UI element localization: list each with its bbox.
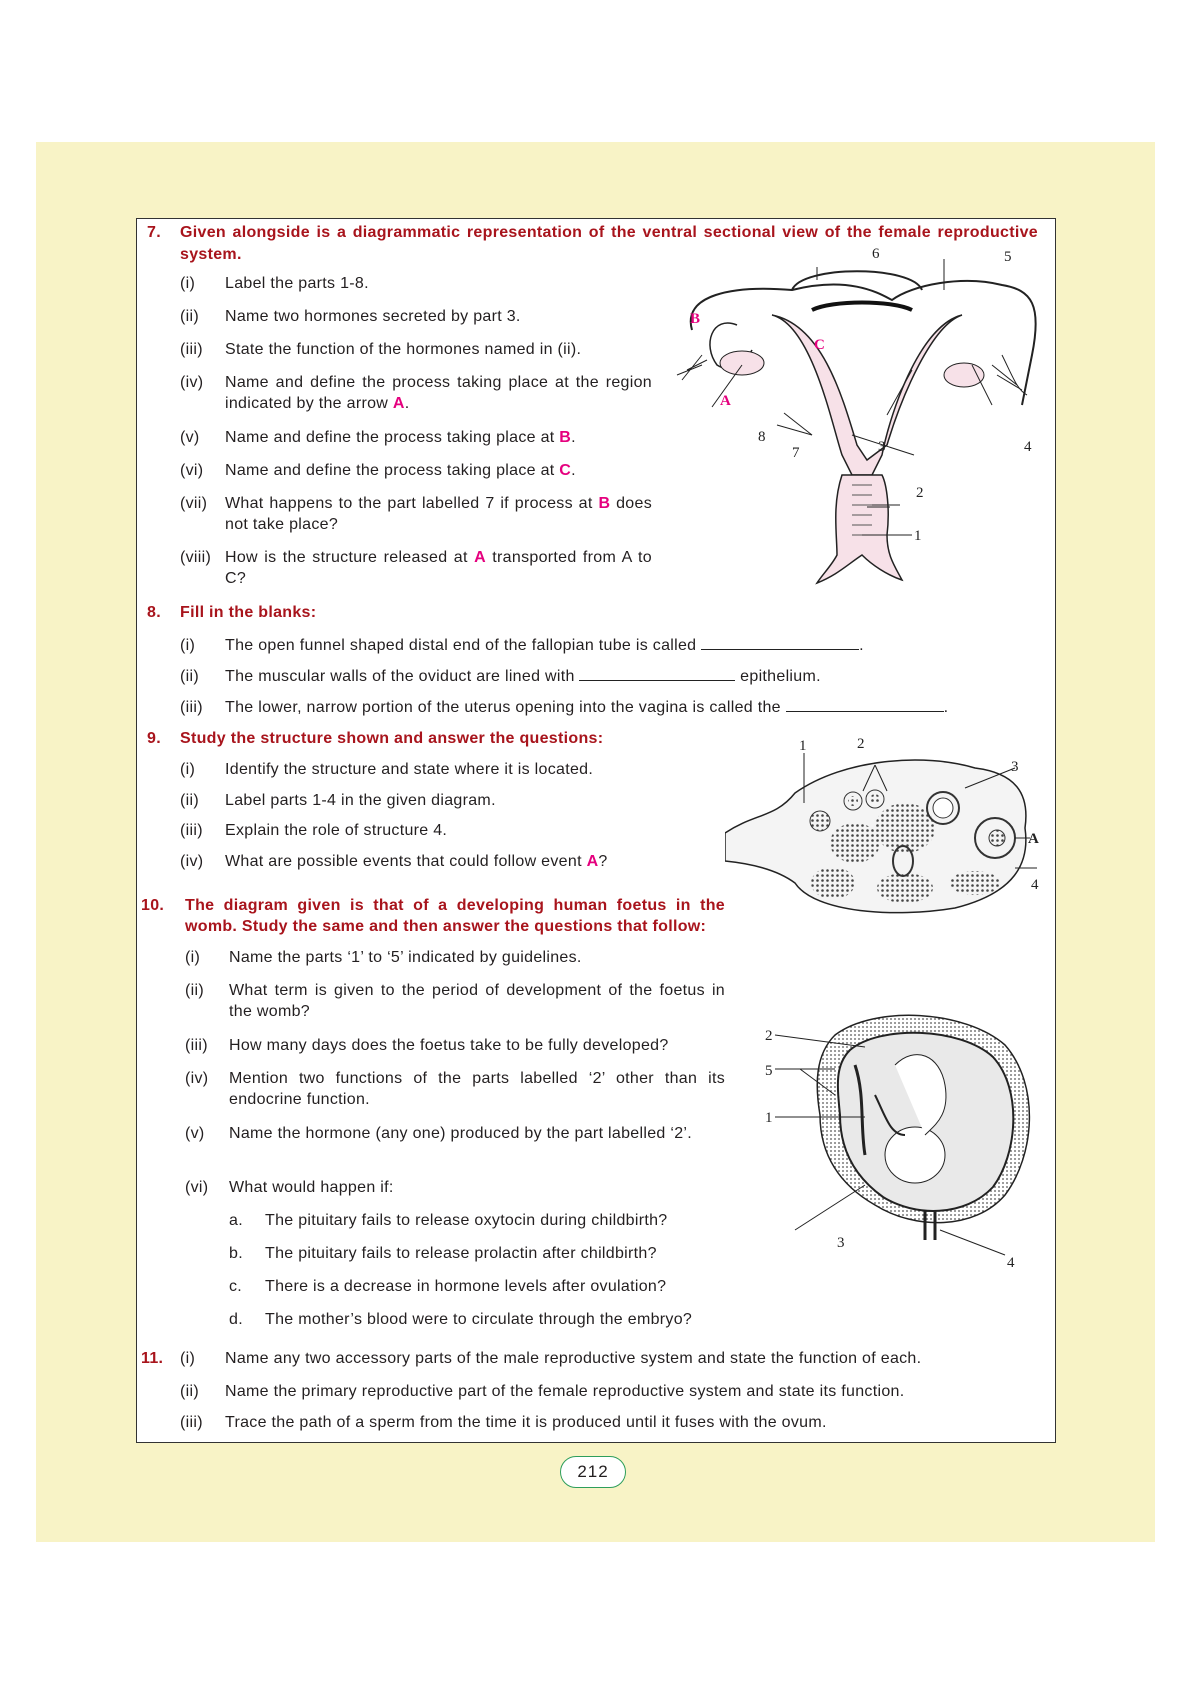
item-text: Name the hormone (any one) produced by the part labelled ‘2’.	[229, 1125, 693, 1142]
item-text-end: transported from A to C?	[225, 549, 652, 587]
q10-item-5	[229, 1123, 725, 1144]
q8-item-1-num: (i)	[180, 637, 196, 654]
q7-item-1-num: (i)	[180, 275, 196, 292]
q8-item-2: The muscular walls of the oviduct are lined with epithelium.	[225, 668, 821, 685]
uterus-label-2: 2	[916, 485, 924, 501]
uterus-label-7: 7	[792, 445, 800, 461]
q7-heading: Given alongside is a diagrammatic representation of the ventral sectional view of the female reproductive	[180, 224, 1038, 241]
q11-item-1	[225, 1348, 921, 1369]
marker-letter: B	[598, 495, 611, 512]
q7-item-5-num: (v)	[180, 429, 200, 446]
ovary-marker-A: A	[1028, 831, 1039, 847]
q7-item-3	[225, 339, 652, 360]
blank-1[interactable]	[701, 635, 859, 650]
q10-item-1	[229, 947, 725, 968]
marker-letter: A	[392, 395, 405, 412]
item-text: Explain the role of structure 4.	[225, 822, 448, 839]
uterus-label-5: 5	[1004, 249, 1012, 265]
q7-number: 7.	[147, 224, 161, 241]
ovary-label-4: 4	[1031, 877, 1039, 893]
q9-item-1	[225, 759, 593, 780]
q10-sub-item-1	[265, 1210, 668, 1231]
q7-item-2	[225, 306, 652, 327]
item-text: Name the parts ‘1’ to ‘5’ indicated by guidelines.	[229, 949, 582, 966]
ovary-label-1: 1	[799, 738, 807, 754]
q7-item-1	[225, 273, 652, 294]
item-text: What happens to the part labelled 7 if process at	[225, 495, 599, 512]
q9-item-4	[225, 851, 608, 872]
q10-sub-item-4	[265, 1309, 692, 1330]
q10-sub-item-3	[265, 1276, 666, 1297]
item-text: Name two hormones secreted by part 3.	[225, 308, 521, 325]
q9-number: 9.	[147, 730, 161, 747]
uterus-label-6: 6	[872, 246, 880, 262]
q10-item-2	[229, 980, 725, 1022]
q9-heading: Study the structure shown and answer the questions:	[180, 730, 604, 747]
item-text: Label parts 1-4 in the given diagram.	[225, 792, 496, 809]
q7-item-4	[225, 372, 652, 414]
q8-heading: Fill in the blanks:	[180, 604, 317, 621]
item-text: Trace the path of a sperm from the time it is produced until it fuses with the ovum.	[225, 1414, 827, 1431]
q8-item-1: The open funnel shaped distal end of the fallopian tube is called .	[225, 637, 864, 654]
q10-item-6	[229, 1177, 725, 1198]
female-reproductive-system-diagram	[672, 245, 1044, 600]
item-text: What would happen if:	[229, 1179, 394, 1196]
marker-C: C	[814, 337, 825, 353]
marker-letter: A	[474, 549, 486, 566]
q10-item-3	[229, 1035, 725, 1056]
uterus-label-1: 1	[914, 528, 922, 544]
q10-sub-item-1-num: a.	[229, 1212, 243, 1229]
q10-item-1-num: (i)	[185, 949, 201, 966]
marker-A: A	[720, 393, 731, 409]
item-text-end: does not take place?	[225, 495, 653, 533]
q11-item-2-num: (ii)	[180, 1383, 199, 1400]
item-text: The mother’s blood were to circulate through the embryo?	[265, 1311, 693, 1328]
uterus-label-4: 4	[1024, 439, 1032, 455]
ovary-diagram	[725, 733, 1045, 923]
q7-item-5	[225, 427, 652, 448]
q7-item-8	[225, 547, 652, 589]
item-text: Name and define the process taking place at	[225, 429, 560, 446]
q10-sub-item-4-num: d.	[229, 1311, 243, 1328]
q10-number: 10.	[141, 897, 165, 914]
item-text: How is the structure released at	[225, 549, 475, 566]
item-text-end: .	[404, 395, 410, 412]
uterus-label-8: 8	[758, 429, 766, 445]
item-text: Name and define the process taking place at the region indicated by the arrow	[225, 374, 652, 412]
marker-letter: B	[559, 429, 572, 446]
q8-item-3: The lower, narrow portion of the uterus opening into the vagina is called the .	[225, 699, 949, 716]
item-text: Name the primary reproductive part of the female reproductive system and state its function.	[225, 1383, 905, 1400]
marker-B: B	[690, 311, 701, 327]
q8-item-3-num: (iii)	[180, 699, 203, 716]
q9-item-2-num: (ii)	[180, 792, 199, 809]
item-text-end: ?	[598, 853, 608, 870]
foetus-in-womb-diagram	[765, 1005, 1045, 1267]
q11-item-3-num: (iii)	[180, 1414, 203, 1431]
q7-item-7	[225, 493, 652, 535]
q7-item-6	[225, 460, 652, 481]
q7-item-2-num: (ii)	[180, 308, 199, 325]
item-text: There is a decrease in hormone levels after ovulation?	[265, 1278, 667, 1295]
item-text: Name any two accessory parts of the male reproductive system and state the function of each.	[225, 1350, 922, 1367]
q10-sub-item-2	[265, 1243, 657, 1264]
ovary-label-3: 3	[1011, 759, 1019, 775]
q10-item-2-num: (ii)	[185, 982, 204, 999]
q11-item-1-num: (i)	[180, 1350, 196, 1367]
item-text: The pituitary fails to release oxytocin during childbirth?	[265, 1212, 668, 1229]
q11-number: 11.	[141, 1350, 164, 1367]
q9-item-2	[225, 790, 496, 811]
q10-item-6-num: (vi)	[185, 1179, 209, 1196]
marker-letter: A	[586, 853, 599, 870]
q11-item-2	[225, 1381, 904, 1402]
q7-item-6-num: (vi)	[180, 462, 204, 479]
uterus-label-3: 3	[878, 439, 886, 455]
item-text: Label the parts 1-8.	[225, 275, 369, 292]
q11-item-3	[225, 1412, 827, 1433]
item-text: Name and define the process taking place at	[225, 462, 560, 479]
item-text: What are possible events that could follow event	[225, 853, 587, 870]
foetus-label-1: 1	[765, 1110, 773, 1126]
q9-item-4-num: (iv)	[180, 853, 204, 870]
q7-item-4-num: (iv)	[180, 374, 204, 391]
q10-item-3-num: (iii)	[185, 1037, 208, 1054]
q9-item-1-num: (i)	[180, 761, 196, 778]
item-text: What term is given to the period of development of the foetus in the womb?	[229, 982, 725, 1020]
ovary-label-2: 2	[857, 736, 865, 752]
item-text-end: .	[571, 462, 576, 479]
blank-3[interactable]	[786, 697, 944, 712]
item-text: Mention two functions of the parts labelled ‘2’ other than its endocrine function.	[229, 1070, 725, 1108]
foetus-label-4: 4	[1007, 1255, 1015, 1267]
blank-2[interactable]	[579, 666, 735, 681]
q10-sub-item-2-num: b.	[229, 1245, 243, 1262]
q10-item-4-num: (iv)	[185, 1070, 209, 1087]
q7-item-3-num: (iii)	[180, 341, 203, 358]
q7-heading-cont: system.	[180, 246, 242, 263]
q7-item-8-num: (viii)	[180, 549, 212, 566]
q10-item-5-num: (v)	[185, 1125, 205, 1142]
q9-item-3	[225, 820, 447, 841]
q8-number: 8.	[147, 604, 161, 621]
page-number: 212	[560, 1456, 626, 1488]
q10-heading: The diagram given is that of a developing human foetus in the womb. Study the same and then answer the questions that follow:	[185, 897, 725, 935]
foetus-label-5: 5	[765, 1063, 773, 1079]
item-text: The pituitary fails to release prolactin after childbirth?	[265, 1245, 657, 1262]
q9-item-3-num: (iii)	[180, 822, 203, 839]
q10-item-4	[229, 1068, 725, 1110]
q10-sub-item-3-num: c.	[229, 1278, 243, 1295]
item-text: How many days does the foetus take to be fully developed?	[229, 1037, 669, 1054]
item-text: State the function of the hormones named in (ii).	[225, 341, 582, 358]
item-text: Identify the structure and state where it is located.	[225, 761, 594, 778]
item-text-end: .	[571, 429, 576, 446]
q8-item-2-num: (ii)	[180, 668, 199, 685]
foetus-label-3: 3	[837, 1235, 845, 1251]
foetus-label-2: 2	[765, 1028, 773, 1044]
marker-letter: C	[559, 462, 572, 479]
q7-item-7-num: (vii)	[180, 495, 208, 512]
